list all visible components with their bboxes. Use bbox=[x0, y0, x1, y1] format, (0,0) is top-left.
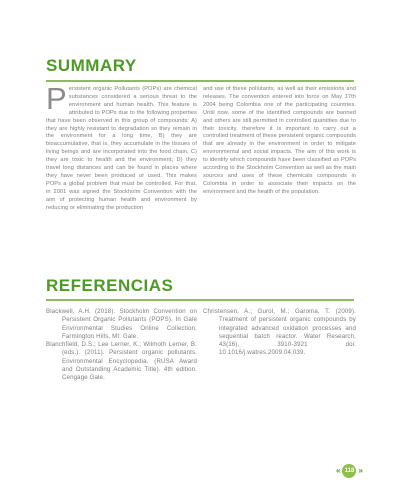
references-right-column bbox=[203, 308, 356, 358]
summary-dropcap: P bbox=[46, 81, 67, 116]
double-chevron-right-icon[interactable]: » bbox=[358, 466, 363, 475]
page-navigator bbox=[336, 464, 363, 478]
reference-entry: Blackwell, A.H. (2018). Stockholm Convention on Persistent Organic Pollutants (POPS). In Gale Environmental Studies Online Collection. Farmington Hills, MI: Gale. bbox=[46, 308, 197, 340]
references-divider bbox=[46, 299, 354, 301]
double-chevron-left-icon[interactable]: « bbox=[336, 466, 341, 475]
summary-divider bbox=[46, 80, 354, 82]
summary-heading: SUMMARY bbox=[46, 56, 137, 75]
summary-left-text: ersistent organic Pollutants (POPs) are chemical substances considered a serious threat to the environment and human health. This feature is attributed to POPs due to the following properties that have been observed in this group of compounds: A) they are highly resistant to degradation so they remain in the environment for a long time, B) they are bioaccumulative, that is, they accumulate in the tissues of living beings and are incorporated into the food chain, C) they are toxic to health and the environment; D) they travel long distances and can be found in places where they have never been produced or used. This makes POPs a global problem that must be controlled. For that, in 2001 was signed the Stockholm Convention with the aim of protecting human health and environment by reducing or eliminating the production bbox=[46, 86, 197, 211]
references-heading: REFERENCIAS bbox=[46, 276, 174, 295]
references-left-column bbox=[46, 308, 197, 383]
reference-entry: Blanchfield, D.S.; Lee Lerner, K.; Wilmoth Lerner, B. (eds.). (2011). Persistent organic pollutants. Environmental Encyclopedia. (RUSA Award and Outstanding Academic Title). 4th edition. Cengage Gale. bbox=[46, 341, 197, 382]
reference-entry: Christensen, A.; Gurol, M.; Garoma, T. (2009). Treatment of persistent organic compounds by integrated advanced oxidation processes and sequential batch reactor. Water Research, 43(16), 3910-3921 doi: 10.1016/j.watres.2009.04.039. bbox=[203, 308, 356, 357]
summary-left-column bbox=[46, 81, 197, 213]
page-number-badge: 118 bbox=[342, 464, 356, 478]
summary-right-text: and use of these pollutants, as well as their emissions and releases. The convention entered into force on May 17th 2004 being Colombia one of the participating countries. Until now, some of the identified compounds are banned and others are still permitted in controlled quantities due to their toxicity, therefore it is important to carry out a controlled treatment of these persistent organic compounds that are already in the environment in order to mitigate environmental and social impacts. The aim of this work is to identify which compounds have been classified as POPs according to the Stockholm Convention as well as the main sources and uses of these chemicals compounds in Colombia in order to associate their impacts on the environment and the health of the population. bbox=[203, 86, 356, 195]
summary-right-column bbox=[203, 86, 356, 197]
